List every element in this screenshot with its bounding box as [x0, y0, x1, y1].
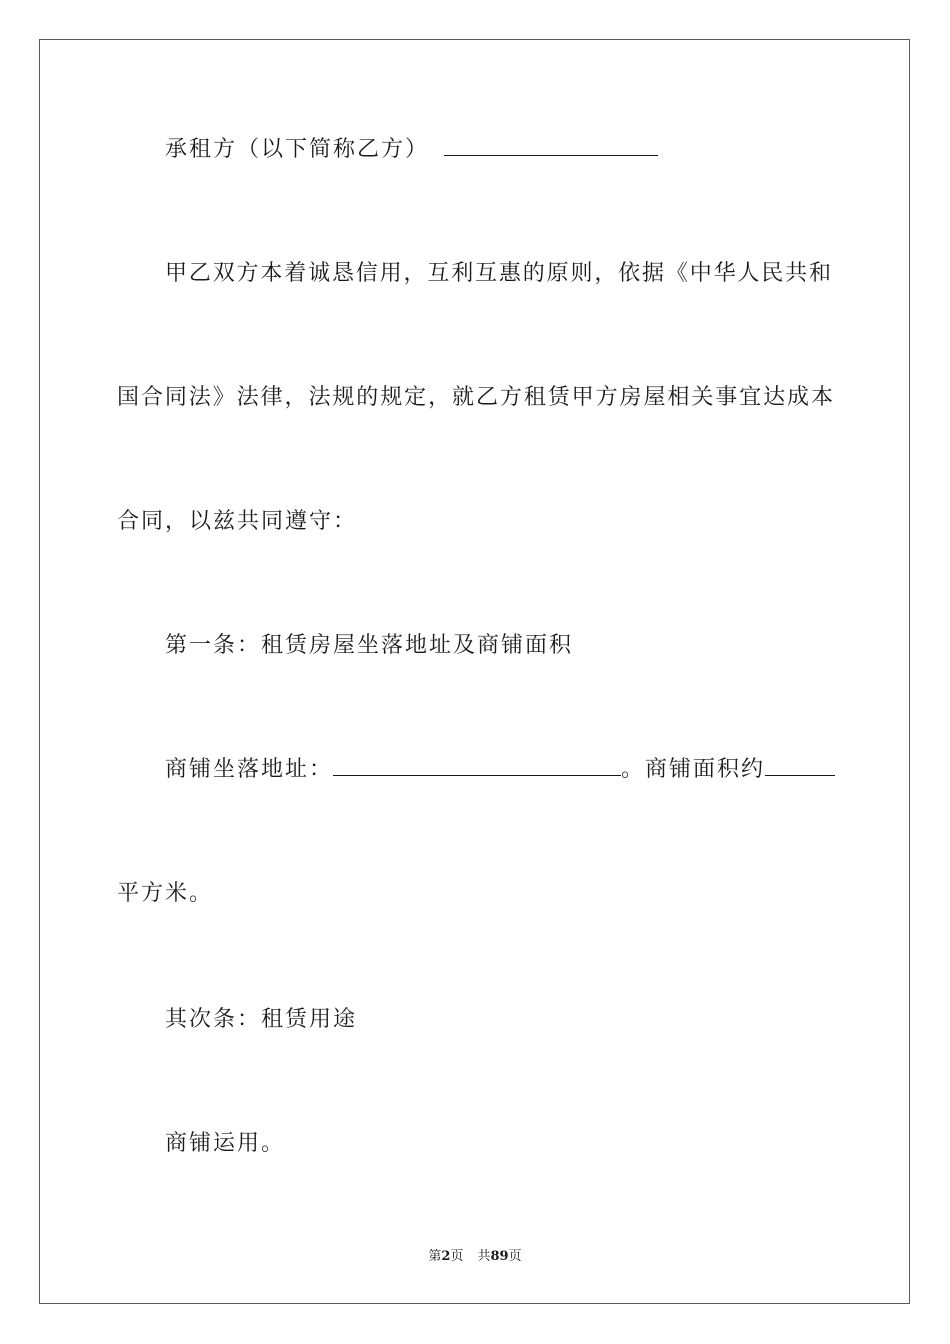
page-footer — [0, 1248, 950, 1266]
article-2-heading: 其次条：租赁用途 — [165, 1007, 358, 1032]
shop-address-label: 商铺坐落地址： — [165, 757, 334, 782]
usage-line: 商铺运用。 — [165, 1131, 286, 1156]
paragraph-line-2: 国合同法》法律，法规的规定，就乙方租赁甲方房屋相关事宜达成本 — [117, 385, 833, 410]
shop-address-line — [165, 755, 835, 785]
footer-total-prefix: 共 — [477, 1249, 491, 1264]
page-border — [39, 39, 910, 1304]
article-1-heading: 第一条：租赁房屋坐落地址及商铺面积 — [165, 633, 574, 658]
footer-page-suffix: 页 — [450, 1249, 464, 1264]
shop-address-blank — [333, 755, 621, 776]
paragraph-line-3: 合同，以兹共同遵守： — [117, 509, 358, 534]
footer-page-prefix: 第 — [428, 1249, 442, 1264]
lessee-line — [165, 135, 658, 165]
footer-total-pages: 89 — [490, 1249, 509, 1264]
square-meter-line: 平方米。 — [117, 881, 214, 906]
footer-page-number: 2 — [441, 1249, 451, 1264]
footer-total-suffix: 页 — [508, 1249, 522, 1264]
lessee-blank — [444, 135, 658, 156]
shop-area-label: 。商铺面积约 — [621, 757, 766, 782]
lessee-label: 承租方（以下简称乙方） — [165, 137, 430, 162]
shop-area-blank — [765, 755, 835, 776]
paragraph-line-1: 甲乙双方本着诚恳信用，互利互惠的原则，依据《中华人民共和 — [165, 261, 831, 286]
